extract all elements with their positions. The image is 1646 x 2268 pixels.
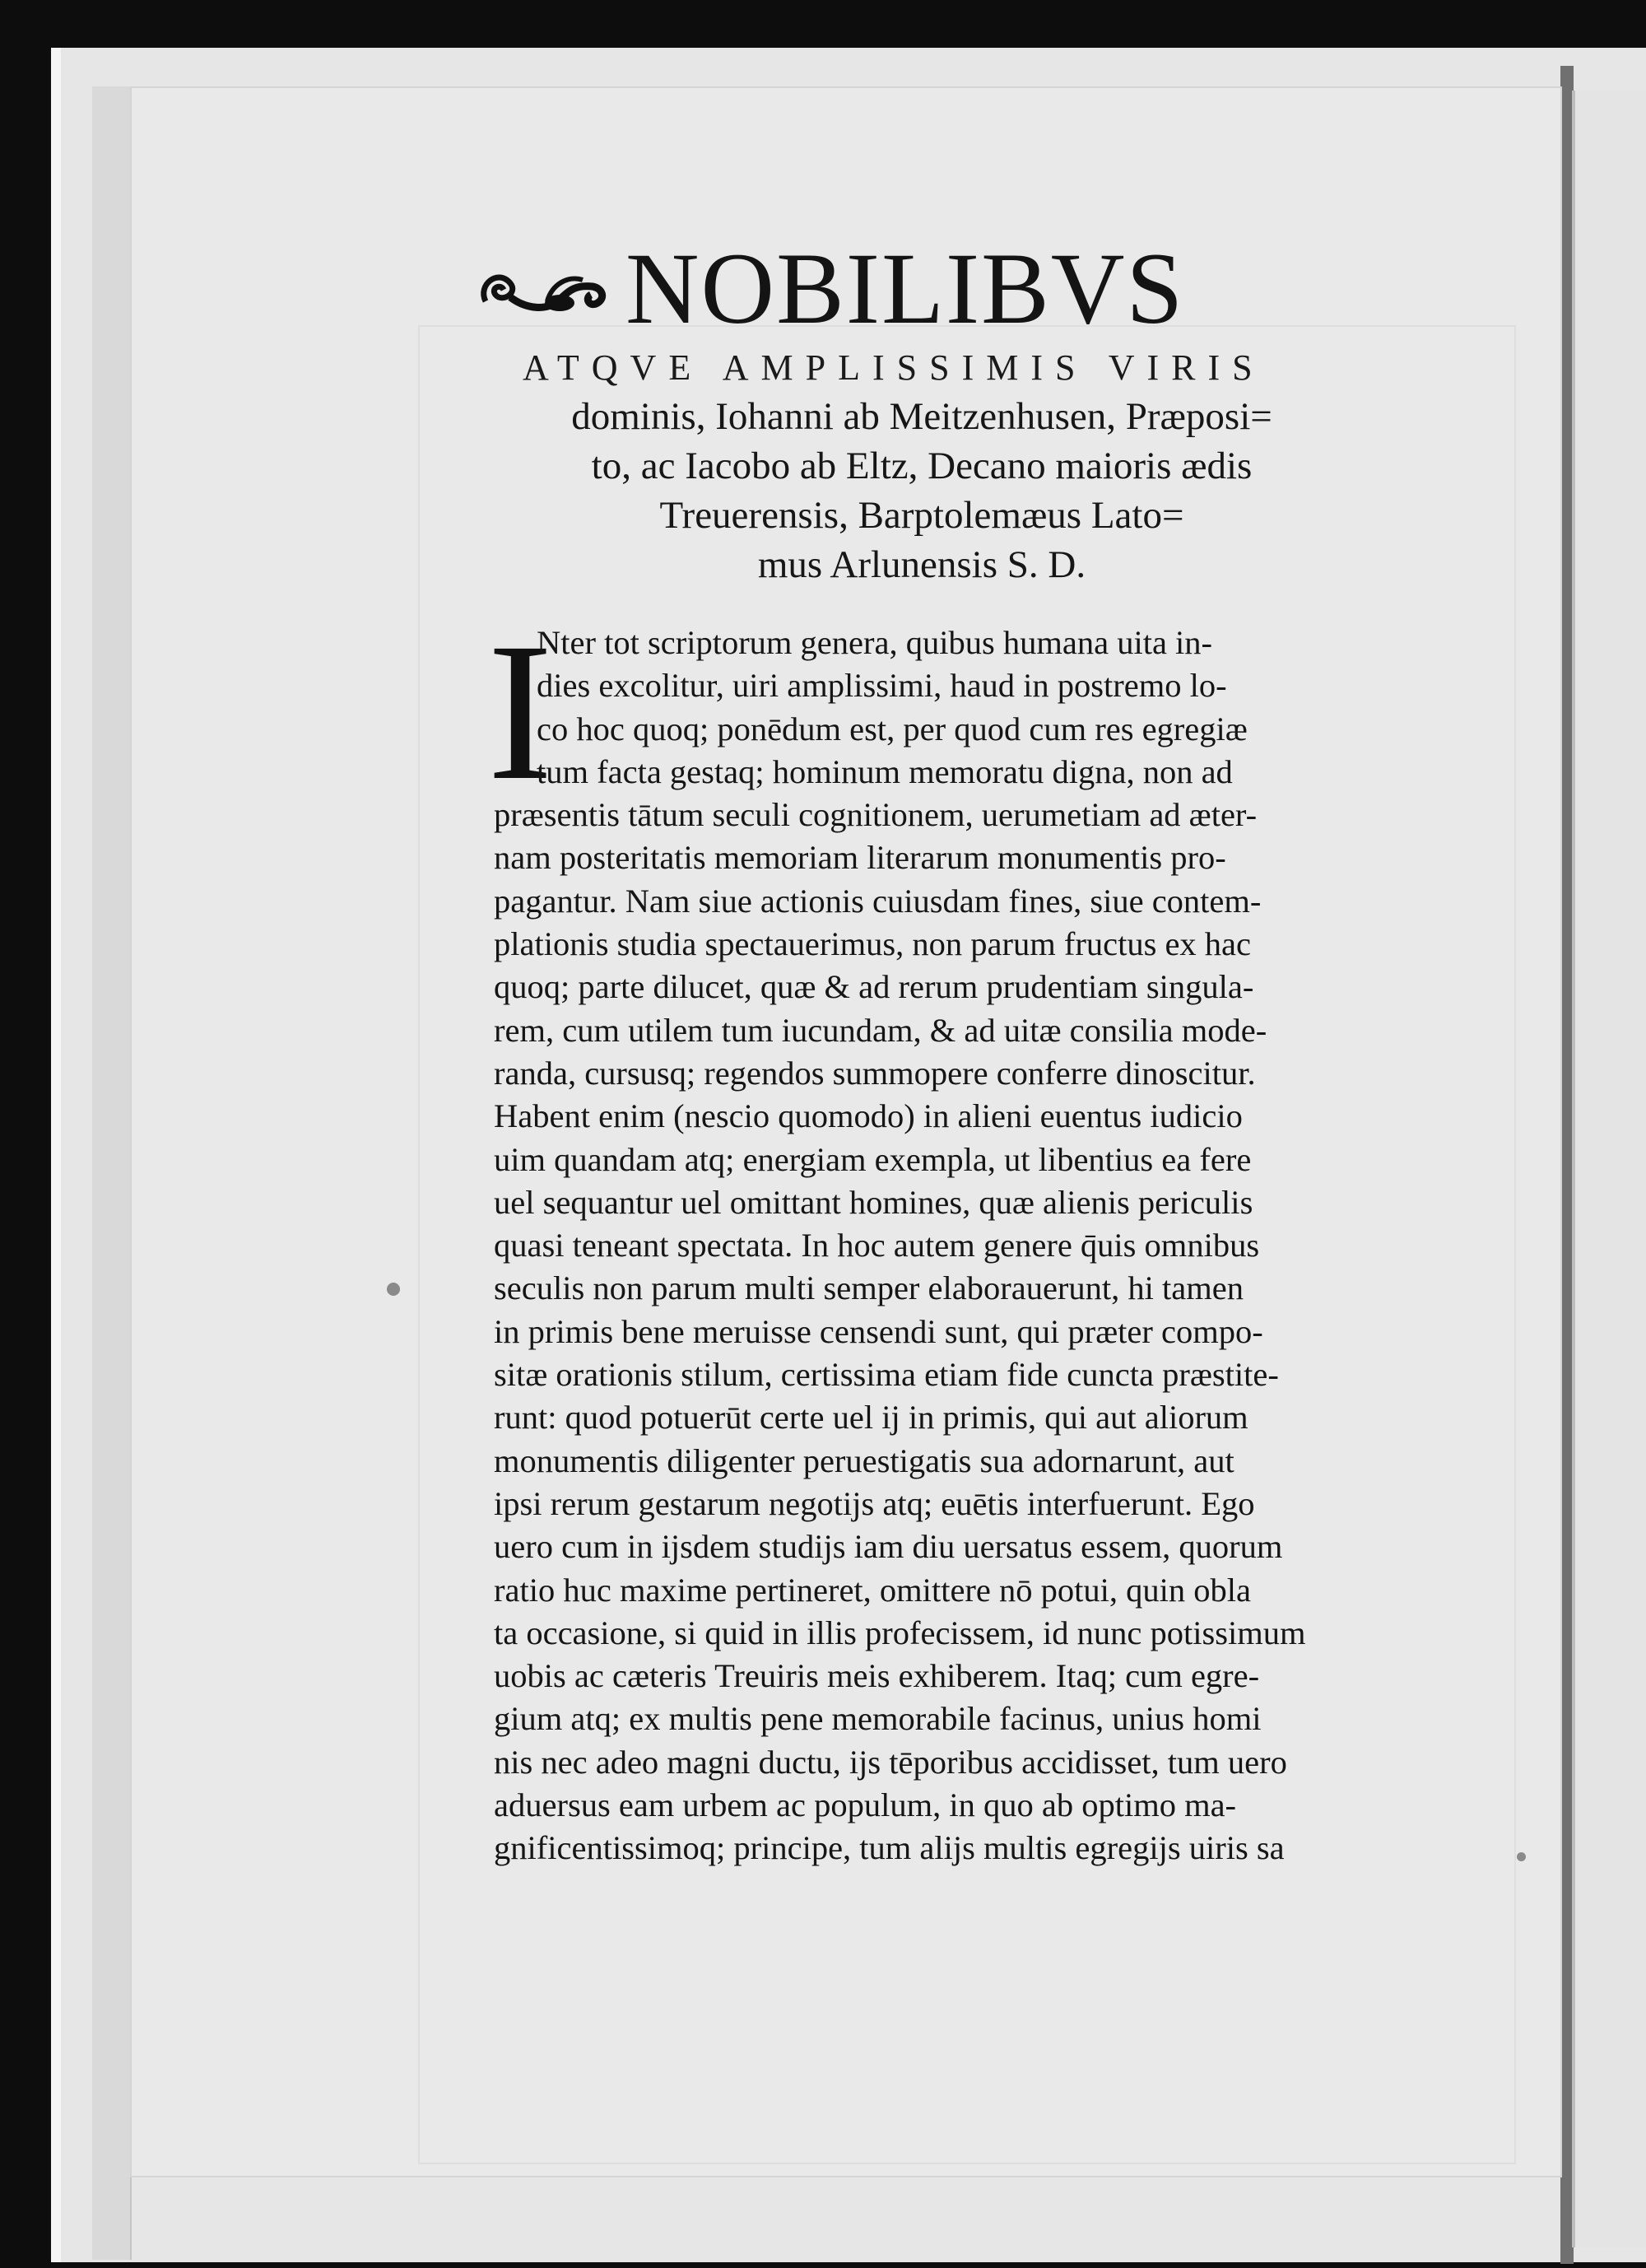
facing-page-edge [1572, 91, 1646, 2247]
text-line: pagantur. Nam siue actionis cuiusdam fines, siue contem- [494, 882, 1262, 920]
text-line: nam posteritatis memoriam literarum monumentis pro- [494, 839, 1226, 877]
text-line: ratio huc maxime pertineret, omittere nō potui, quin obla [494, 1571, 1251, 1609]
page-subtitle: ATQVE AMPLISSIMIS VIRIS [523, 347, 1265, 388]
text-line: randa, cursusq; regendos summopere conferre dinoscitur. [494, 1054, 1256, 1092]
page-title: NOBILIBVS [625, 232, 1185, 345]
ink-spot [1517, 1852, 1526, 1861]
text-line: uim quandam atq; energiam exempla, ut libentius ea fere [494, 1140, 1252, 1178]
text-line: gnificentissimoq; principe, tum alijs multis egregijs uiris sa [494, 1829, 1285, 1867]
dedication-line: to, ac Iacobo ab Eltz, Decano maioris ædis [591, 445, 1253, 487]
text-line: rem, cum utilem tum iucundam, & ad uitæ consilia mode- [494, 1011, 1267, 1049]
text-line: tum facta gestaq; hominum memoratu digna, non ad [537, 752, 1233, 790]
text-line: quasi teneant spectata. In hoc autem genere q̄uis omnibus [494, 1227, 1260, 1264]
body-text [494, 622, 1399, 1870]
dedication-lines [477, 392, 1366, 589]
text-line: ta occasione, si quid in illis profecissem, id nunc potissimum [494, 1614, 1306, 1651]
text-line: ipsi rerum gestarum negotijs atq; euētis interfuerunt. Ego [494, 1484, 1255, 1522]
text-line: in primis bene meruisse censendi sunt, qui præter compo- [494, 1312, 1263, 1350]
text-line: monumentis diligenter peruestigatis sua adornarunt, aut [494, 1441, 1234, 1479]
dedication-line: dominis, Iohanni ab Meitzenhusen, Præposi= [571, 395, 1272, 438]
text-line: seculis non parum multi semper elaborauerunt, hi tamen [494, 1269, 1244, 1307]
text-line: uobis ac cæteris Treuiris meis exhiberem. Itaq; cum egre- [494, 1657, 1260, 1695]
heading-block [477, 232, 1383, 589]
text-line: Habent enim (nescio quomodo) in alieni euentus iudicio [494, 1097, 1243, 1135]
dedication-line: mus Arlunensis S. D. [757, 543, 1086, 586]
fleuron-ornament-icon [477, 252, 609, 326]
text-line: uel sequantur uel omittant homines, quæ alienis periculis [494, 1183, 1253, 1221]
ink-spot [387, 1283, 400, 1296]
text-line: sitæ orationis stilum, certissima etiam fide cuncta præstite- [494, 1356, 1279, 1394]
board-edge [51, 48, 61, 2262]
title-line [477, 232, 1383, 345]
drop-cap-initial: I [487, 602, 553, 821]
text-line: Nter tot scriptorum genera, quibus humana uita in- [537, 624, 1213, 661]
page-gutter-strip [92, 86, 132, 2260]
text-line: dies excolitur, uiri amplissimi, haud in postremo lo- [537, 667, 1227, 705]
dedication-line: Treuerensis, Barptolemæus Lato= [659, 494, 1184, 537]
text-line: aduersus eam urbem ac populum, in quo ab optimo ma- [494, 1786, 1237, 1824]
text-line: præsentis tātum seculi cognitionem, uerumetiam ad æter- [494, 796, 1258, 834]
text-line: quoq; parte dilucet, quæ & ad rerum prudentiam singula- [494, 968, 1254, 1006]
text-line: co hoc quoq; ponēdum est, per quod cum res egregiæ [537, 710, 1248, 747]
text-line: gium atq; ex multis pene memorabile facinus, unius homi [494, 1700, 1262, 1738]
text-line: plationis studia spectauerimus, non parum fructus ex hac [494, 925, 1252, 963]
text-line: uero cum in ijsdem studijs iam diu uersatus essem, quorum [494, 1528, 1283, 1566]
text-line: runt: quod potuerūt certe uel ij in primis, qui aut aliorum [494, 1399, 1248, 1437]
text-line: nis nec adeo magni ductu, ijs tēporibus accidisset, tum uero [494, 1743, 1287, 1781]
